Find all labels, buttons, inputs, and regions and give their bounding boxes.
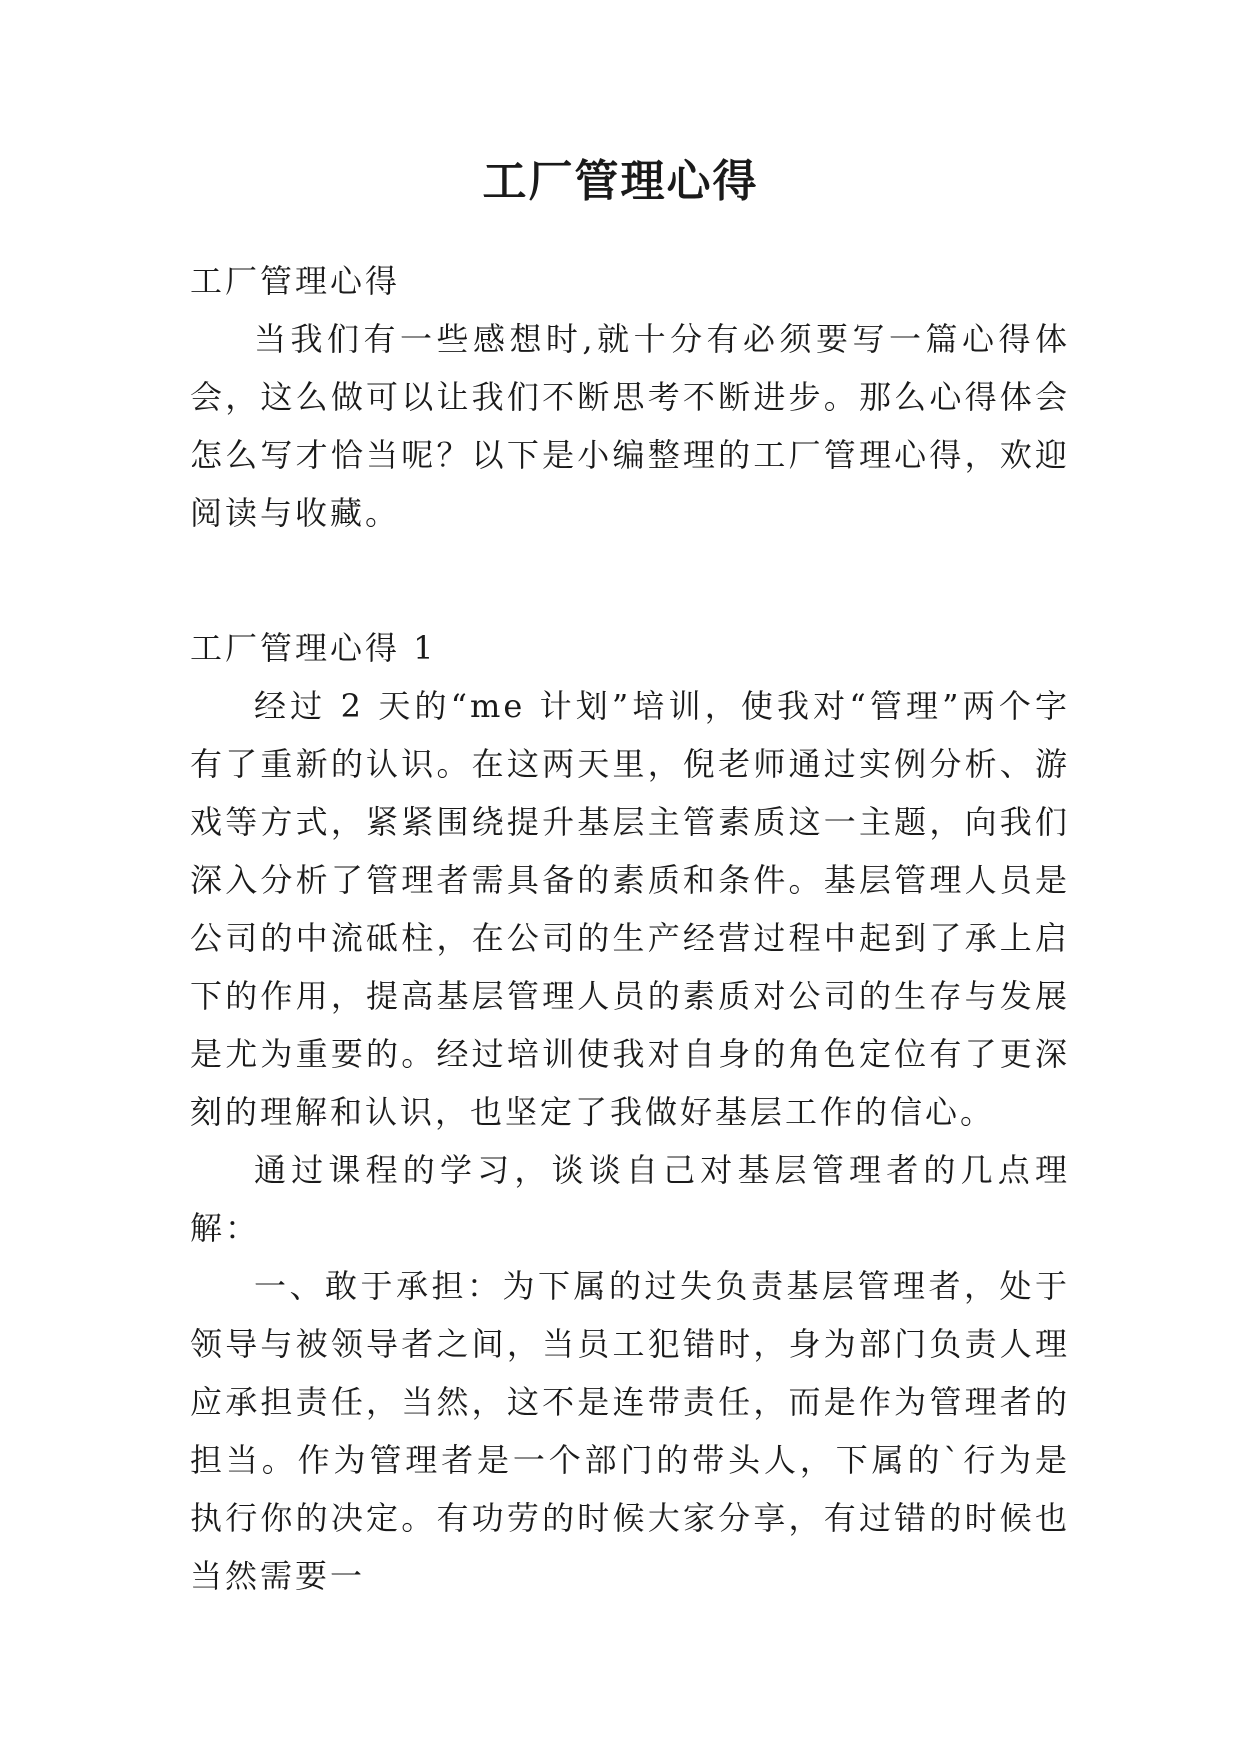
- section-1-heading: 工厂管理心得 1: [190, 629, 437, 667]
- section-1-paragraph-3: 一、敢于承担：为下属的过失负责基层管理者，处于领导与被领导者之间，当员工犯错时，身为部门负责人理应承担责任，当然，这不是连带责任，而是作为管理者的担当。作为管理者是一个部门的带头人，下属的`行为是执行你的决定。有功劳的时候大家分享，有过错的时候也当然需要一: [190, 1267, 1070, 1595]
- intro-heading: 工厂管理心得: [190, 262, 401, 300]
- section-1-paragraph-2: 通过课程的学习，谈谈自己对基层管理者的几点理解：: [190, 1151, 1070, 1247]
- document-title: 工厂管理心得: [482, 156, 759, 207]
- intro-section: [190, 252, 1070, 542]
- section-1-paragraph-1: 经过 2 天的“me 计划”培训，使我对“管理”两个字有了重新的认识。在这两天里，倪老师通过实例分析、游戏等方式，紧紧围绕提升基层主管素质这一主题，向我们深入分析了管理者需具备的素质和条件。基层管理人员是公司的中流砥柱，在公司的生产经营过程中起到了承上启下的作用，提高基层管理人员的素质对公司的生存与发展是尤为重要的。经过培训使我对自身的角色定位有了更深刻的理解和认识，也坚定了我做好基层工作的信心。: [190, 687, 1070, 1131]
- intro-paragraph: 当我们有一些感想时,就十分有必须要写一篇心得体会，这么做可以让我们不断思考不断进步。那么心得体会怎么写才恰当呢？以下是小编整理的工厂管理心得，欢迎阅读与收藏。: [190, 320, 1070, 532]
- section-1: [190, 619, 1070, 1605]
